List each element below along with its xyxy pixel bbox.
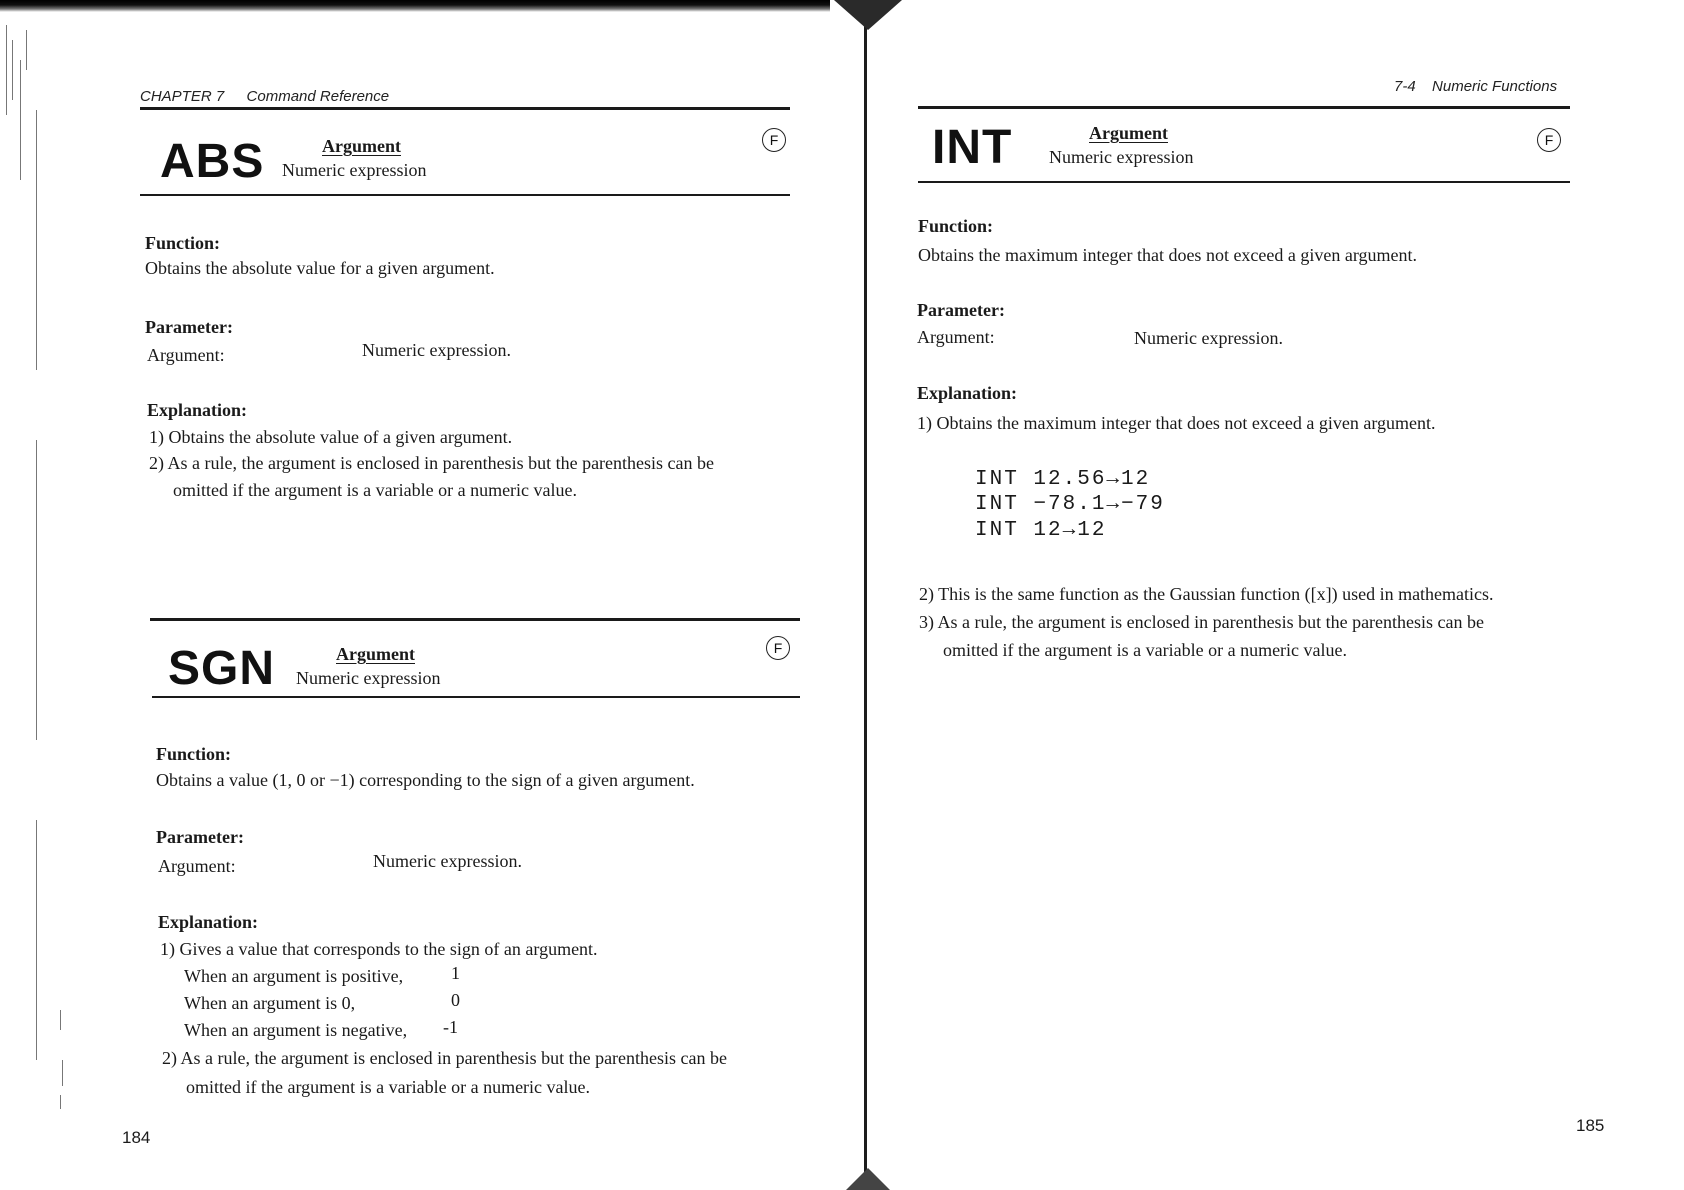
parameter-value: Numeric expression.: [373, 851, 522, 871]
parameter-label: Parameter:: [145, 317, 233, 337]
entry-bottom-rule: [918, 181, 1570, 183]
function-text: Obtains the absolute value for a given argument.: [145, 258, 495, 278]
explanation-line: 2) As a rule, the argument is enclosed in parenthesis but the parenthesis can be: [162, 1048, 728, 1068]
entry-top-rule: [918, 106, 1570, 109]
argument-heading: Argument: [1089, 123, 1168, 143]
page-number: 184: [122, 1128, 151, 1147]
sign-case-value: 0: [451, 990, 460, 1010]
page-number: 185: [1576, 1116, 1605, 1135]
sign-case-condition: When an argument is positive,: [184, 966, 404, 986]
argument-type: Numeric expression: [1049, 147, 1194, 167]
sign-case-value: 1: [451, 963, 460, 983]
command-name: ABS: [160, 135, 265, 188]
section-number: 7-4: [1394, 78, 1416, 95]
explanation-line: 3) As a rule, the argument is enclosed in parenthesis but the parenthesis can be: [919, 612, 1485, 632]
parameter-name: Argument:: [158, 856, 236, 876]
sign-case-condition: When an argument is 0,: [184, 993, 356, 1013]
function-label: Function:: [145, 233, 221, 253]
function-mode-icon: F: [762, 128, 786, 152]
explanation-line: 1) Obtains the absolute value of a given argument.: [149, 427, 513, 447]
function-label: Function:: [918, 216, 994, 236]
explanation-label: Explanation:: [917, 383, 1018, 403]
function-text: Obtains the maximum integer that does not exceed a given argument.: [918, 245, 1418, 265]
running-header: [1394, 78, 1557, 95]
entry-bottom-rule: [152, 696, 800, 698]
parameter-label: Parameter:: [917, 300, 1005, 320]
explanation-line: 2) As a rule, the argument is enclosed in parenthesis but the parenthesis can be: [149, 453, 715, 473]
parameter-label: Parameter:: [156, 827, 244, 847]
command-name: INT: [932, 121, 1013, 174]
argument-type: Numeric expression: [296, 668, 441, 688]
code-example: INT 12→12: [975, 519, 1107, 542]
explanation-line: 1) Gives a value that corresponds to the sign of an argument.: [160, 939, 598, 959]
parameter-value: Numeric expression.: [1134, 328, 1283, 348]
sign-case-condition: When an argument is negative,: [184, 1020, 408, 1040]
explanation-label: Explanation:: [158, 912, 259, 932]
entry-top-rule: [140, 107, 790, 110]
function-text: Obtains a value (1, 0 or −1) corresponding to the sign of a given argument.: [156, 770, 695, 790]
parameter-name: Argument:: [147, 345, 225, 365]
chapter-label: CHAPTER 7: [140, 88, 225, 105]
entry-bottom-rule: [140, 194, 790, 196]
right-page: [866, 0, 1684, 1190]
parameter-value: Numeric expression.: [362, 340, 511, 360]
explanation-line: 2) This is the same function as the Gaussian function ([x]) used in mathematics.: [919, 584, 1494, 604]
argument-heading: Argument: [322, 136, 401, 156]
explanation-line: omitted if the argument is a variable or a numeric value.: [173, 480, 578, 500]
argument-type: Numeric expression: [282, 160, 427, 180]
entry-top-rule: [150, 618, 800, 621]
code-example: INT 12.56→12: [975, 468, 1151, 491]
sign-case-value: -1: [443, 1017, 458, 1037]
explanation-line: 1) Obtains the maximum integer that does not exceed a given argument.: [917, 413, 1436, 433]
explanation-line: omitted if the argument is a variable or a numeric value.: [943, 640, 1348, 660]
section-title: Numeric Functions: [1432, 78, 1558, 95]
function-mode-icon: F: [1537, 128, 1561, 152]
explanation-line: omitted if the argument is a variable or a numeric value.: [186, 1077, 591, 1097]
code-example: INT −78.1→−79: [975, 493, 1165, 516]
explanation-label: Explanation:: [147, 400, 248, 420]
running-header: [140, 88, 389, 105]
chapter-title: Command Reference: [246, 88, 390, 105]
command-name: SGN: [168, 642, 276, 695]
function-label: Function:: [156, 744, 232, 764]
function-mode-icon: F: [766, 636, 790, 660]
parameter-name: Argument:: [917, 327, 995, 347]
argument-heading: Argument: [336, 644, 415, 664]
